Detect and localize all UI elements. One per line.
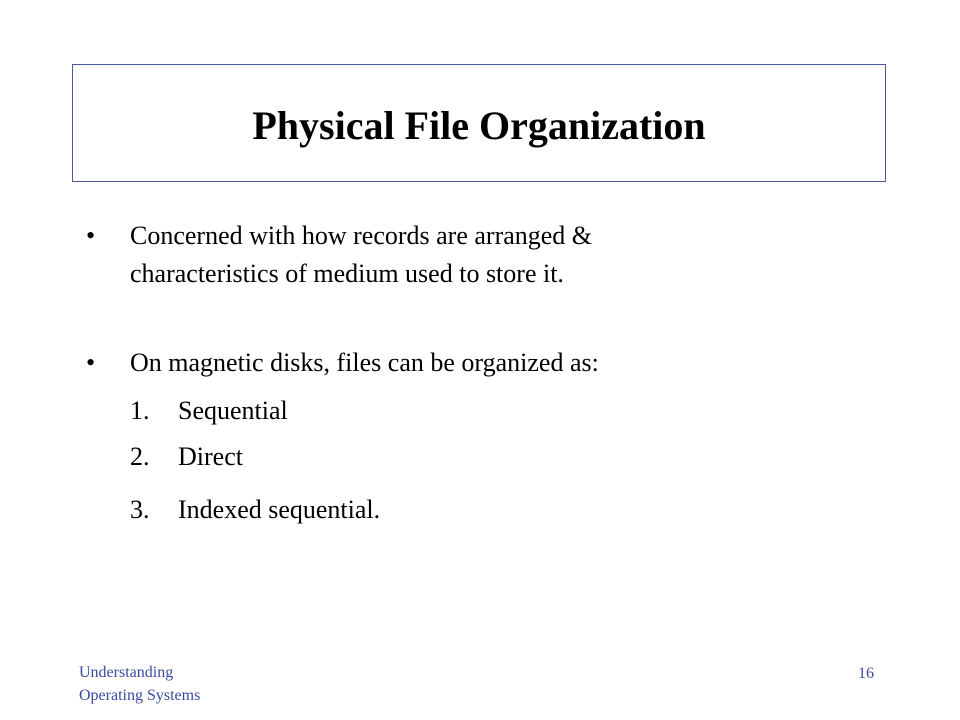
list-number-3: 3.: [130, 495, 150, 524]
bullet-1-line-2: characteristics of medium used to store it.: [130, 259, 564, 288]
bullet-icon: •: [86, 348, 96, 377]
footer-course-title: [79, 661, 200, 707]
page-number: 16: [858, 665, 874, 682]
bullet-icon: •: [86, 221, 96, 250]
list-number-1: 1.: [130, 396, 150, 425]
list-item-direct: Direct: [178, 442, 243, 471]
list-number-2: 2.: [130, 442, 150, 471]
list-item-indexed-sequential: Indexed sequential.: [178, 495, 381, 524]
list-item-sequential: Sequential: [178, 396, 288, 425]
footer-line-1: Understanding: [79, 664, 174, 681]
title-box: [72, 64, 886, 182]
bullet-2-line-1: On magnetic disks, files can be organized as:: [130, 348, 599, 377]
bullet-1-line-1: Concerned with how records are arranged &: [130, 221, 593, 250]
footer-line-2: Operating Systems: [79, 687, 201, 704]
slide-title: Physical File Organization: [252, 102, 706, 148]
